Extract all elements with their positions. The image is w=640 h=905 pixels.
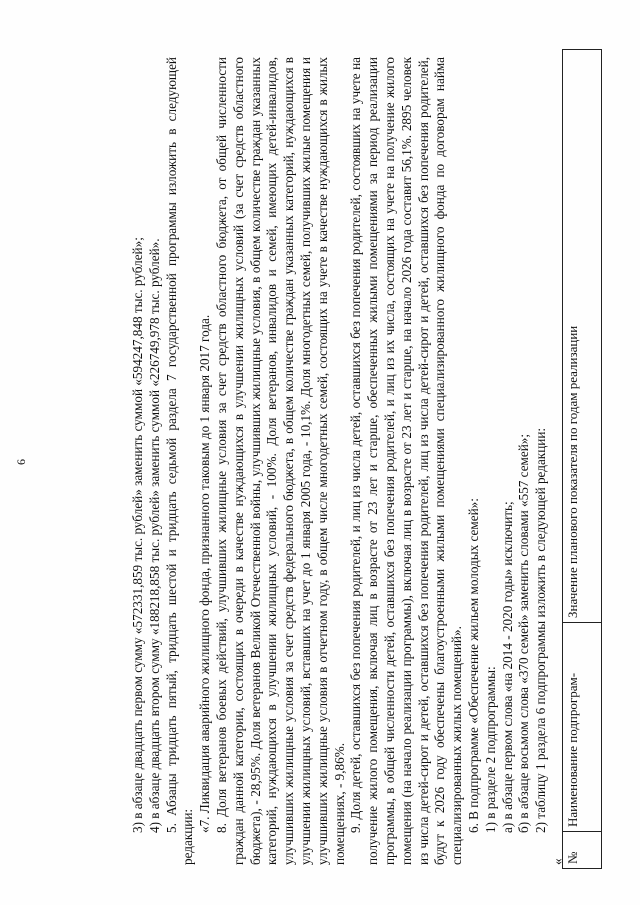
paragraph: 2) таблицу 1 раздела 6 подпрограммы изложить в следующей редакции: <box>533 427 549 833</box>
table-header-number: № <box>563 832 602 869</box>
paragraph: а) в абзаце первом слова «на 2014 - 2020 годы» исключить; <box>499 501 515 833</box>
paragraph: б) в абзаце восьмом слова «370 семей» заменить словами «557 семей»; <box>516 433 532 833</box>
table-header-values-by-year: Значение планового показателя по годам реализации <box>563 50 602 623</box>
paragraph: 5. Абзацы тридцать пятый, тридцать шестой и тридцать седьмой раздела 7 государственной программы изложить в следующей редакции: <box>163 57 196 865</box>
page-number: 6 <box>14 459 28 465</box>
paragraph: 4) в абзаце двадцать втором сумму «188218,858 тыс. рублей» заменить суммой «226749,978 тыс. рублей». <box>146 238 162 833</box>
paragraph: 3) в абзаце двадцать первом сумму «572331,859 тыс. рублей» заменить суммой «594247,848 тыс. рублей»; <box>130 237 145 833</box>
body-text <box>130 57 567 865</box>
paragraph: 1) в разделе 2 подпрограммы: <box>482 666 498 833</box>
table-1 <box>562 49 602 869</box>
paragraph: « <box>549 858 565 865</box>
table-header-row <box>563 50 602 869</box>
paragraph: 6. В подпрограмме «Обеспечение жильем молодых семей»: <box>465 498 481 833</box>
paragraph: 8. Доля ветеранов боевых действий, улучшивших жилищные условия за счет средств областного бюджета, от общей численности граждан данной категории, состоящих в очереди в качестве нуждающихся в улучшении жилищных условий (за счет средств областного бюджета), - 28,95%. Доля ветеранов Великой Отечественной войны, улучшивших жилищные условия, в общем количестве граждан указанных категорий, нуждающихся в улучшении жилищных условий, - 100%. Доля ветеранов, инвалидов и семей, имеющих детей-инвалидов, улучшивших жилищные условия за счет средств федерального бюджета, в общем количестве граждан указанных категорий, нуждающихся в улучшении жилищных условий, вставших на учет до 1 января 2005 года, - 10,1%. Доля многодетных семей, получивших жилые помещения и улучшивших жилищные условия в отчетном году, в общем числе многодетных семей, состоящих на учете в качестве нуждающихся в жилых помещениях, - 9,86%. <box>213 57 347 865</box>
paragraph: «7. Ликвидация аварийного жилищного фонда, признанного таковым до 1 января 2017 года. <box>197 314 213 833</box>
table-header-subprogram-name: Наименование подпрограм- <box>563 623 602 832</box>
paragraph: 9. Доля детей, оставшихся без попечения родителей, и лиц из числа детей, оставшихся без попечения родителей, состоявших на учете на получение жилого помещения, включая лиц в возрасте от 23 лет и старше, обеспеченных жилыми помещениями за период реализации программы, в общей численности детей, оставшихся без попечения родителей, и лиц из их числа, состоящих на учете на получение жилого помещения (на начало реализации программы), включая лиц в возрасте от 23 лет и старше, на начало 2026 года составит 56,1%. 2895 человек из числа детей-сирот и детей, оставшихся без попечения родителей, лиц из числа детей-сирот и детей, оставшихся без попечения родителей, будут к 2026 году обеспечены благоустроенными жилыми помещениями специализированного жилищного фонда по договорам найма специализированных жилых помещений». <box>348 57 465 865</box>
